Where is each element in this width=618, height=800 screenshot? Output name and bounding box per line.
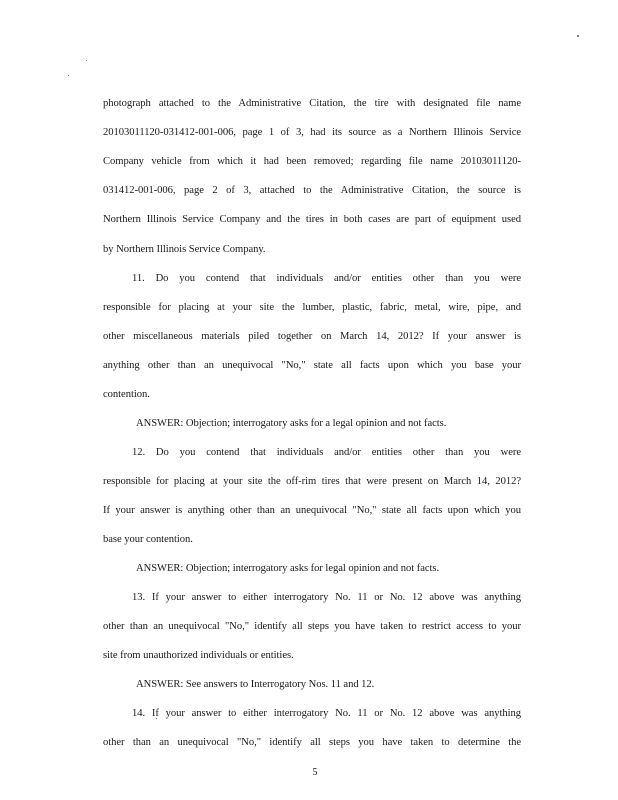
interrogatory-13-heading-line: 13. If your answer to either interrogatory No. 11 or No. 12 above was anything [132,592,521,603]
scan-speck [577,35,579,37]
interrogatory-12-heading-line: 12. Do you contend that individuals and/or entities other than you were [132,447,521,458]
text-line: other miscellaneous materials piled together on March 14, 2012? If your answer is [103,331,521,342]
interrogatory-11-heading-line: 11. Do you contend that individuals and/or entities other than you were [132,273,521,284]
text-line: anything other than an unequivocal "No," state all facts upon which you base your [103,360,521,371]
answer-11: ANSWER: Objection; interrogatory asks for a legal opinion and not facts. [136,418,447,429]
text-line: other than an unequivocal "No," identify all steps you have taken to determine the [103,737,521,748]
answer-12: ANSWER: Objection; interrogatory asks for legal opinion and not facts. [136,563,440,574]
text-line: by Northern Illinois Service Company. [103,244,266,255]
scan-speck [68,75,69,76]
page-number: 5 [312,767,318,778]
text-line: Company vehicle from which it had been removed; regarding file name 20103011120- [103,156,521,167]
scan-speck [86,60,87,61]
text-line: Northern Illinois Service Company and the tires in both cases are part of equipment used [103,214,521,225]
text-line: responsible for placing at your site the off-rim tires that were present on March 14, 2012? [103,476,521,487]
text-line: photograph attached to the Administrative Citation, the tire with designated file name [103,98,521,109]
text-line: 20103011120-031412-001-006, page 1 of 3, had its source as a Northern Illinois Service [103,127,521,138]
interrogatory-14-heading-line: 14. If your answer to either interrogatory No. 11 or No. 12 above was anything [132,708,521,719]
answer-13: ANSWER: See answers to Interrogatory Nos. 11 and 12. [136,679,375,690]
text-line: contention. [103,389,150,400]
text-line: site from unauthorized individuals or entities. [103,650,294,661]
text-line: 031412-001-006, page 2 of 3, attached to the Administrative Citation, the source is [103,185,521,196]
text-line: other than an unequivocal "No," identify all steps you have taken to restrict access to your [103,621,521,632]
text-line: base your contention. [103,534,193,545]
text-line: If your answer is anything other than an unequivocal "No," state all facts upon which you [103,505,521,516]
text-line: responsible for placing at your site the lumber, plastic, fabric, metal, wire, pipe, and [103,302,521,313]
